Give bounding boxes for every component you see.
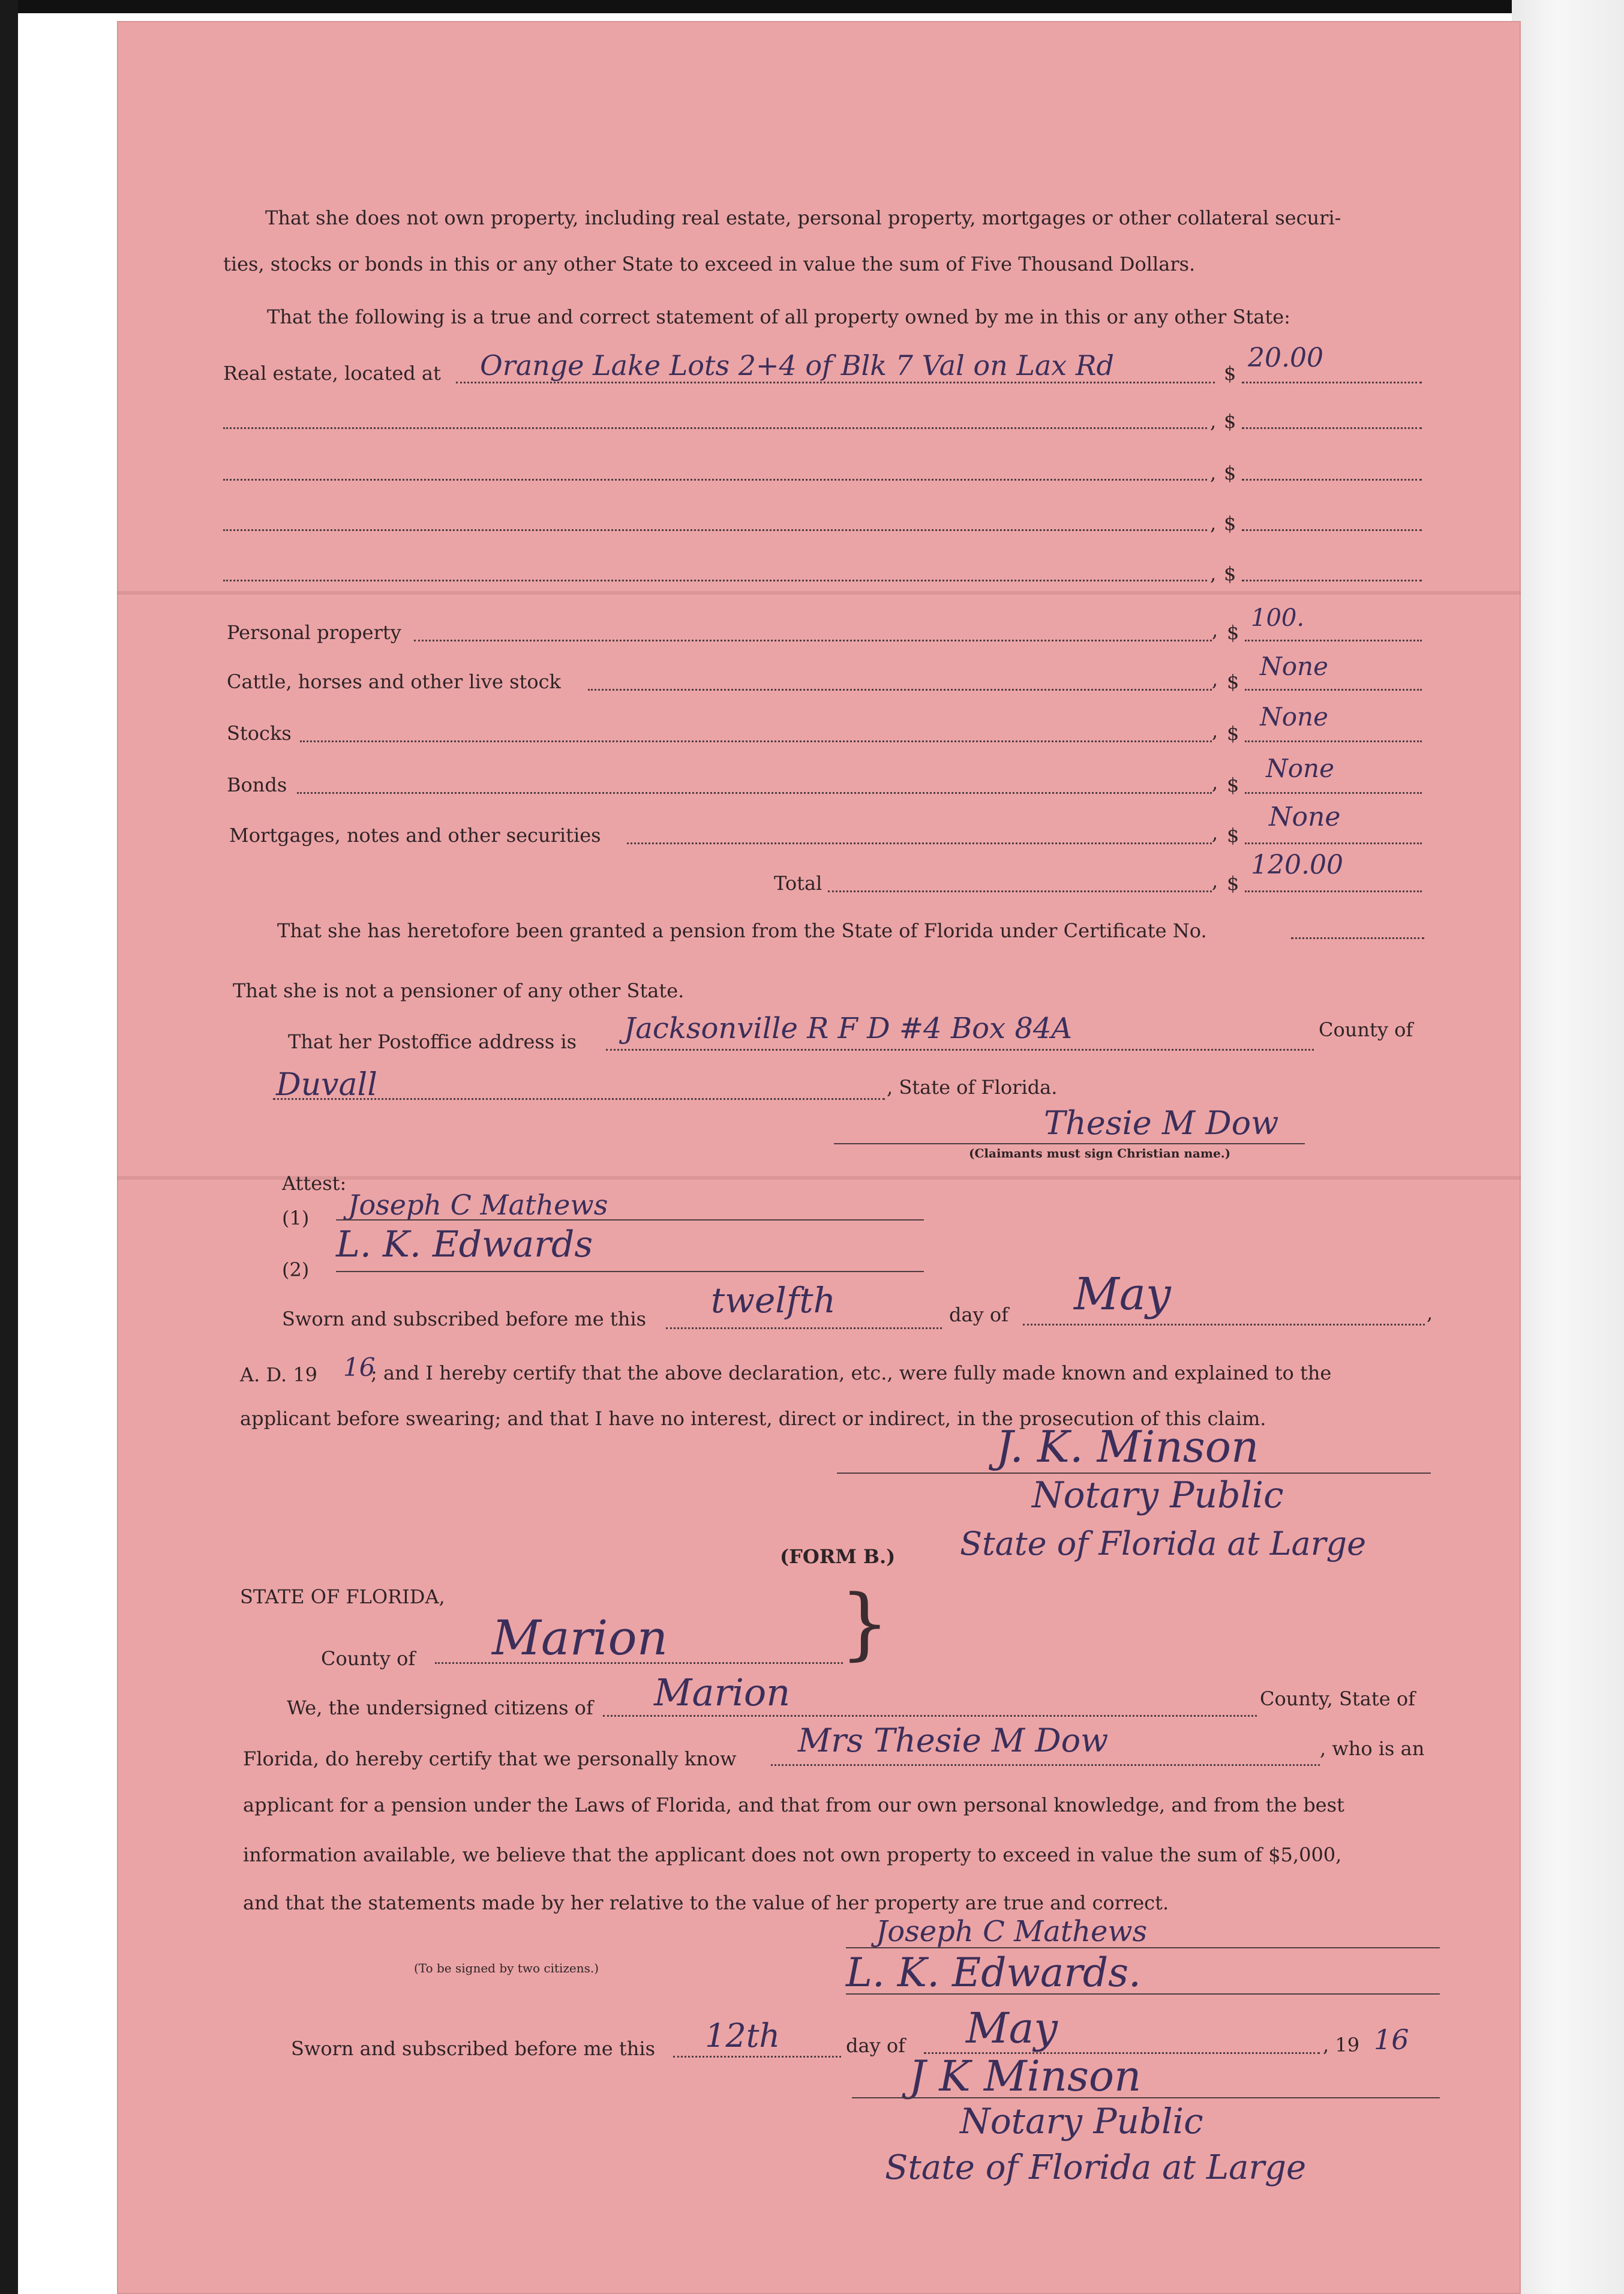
sworn2-year: 16 <box>1374 2023 1409 2056</box>
comma: , <box>1212 821 1218 844</box>
county-of-label: County of <box>1319 1018 1413 1041</box>
attest-number-2: (2) <box>282 1258 310 1281</box>
attest-number-1: (1) <box>282 1207 310 1230</box>
dotted-leader <box>297 792 1212 794</box>
value-line <box>1245 740 1422 742</box>
know-label: Florida, do hereby certify that we personally know <box>243 1747 737 1770</box>
day-of-label-2: day of <box>846 2034 905 2057</box>
notary-signature: J. K. Minson <box>996 1422 1259 1472</box>
attest-signature-1: Joseph C Mathews <box>348 1189 608 1221</box>
citizen-signature-2: L. K. Edwards. <box>846 1950 1141 1996</box>
sworn-month: May <box>1074 1269 1171 1320</box>
citizen-line-1 <box>846 1947 1440 1948</box>
stocks-value: None <box>1260 702 1328 731</box>
dollar-sign: $ <box>1224 512 1236 535</box>
value-line <box>1242 382 1422 383</box>
citizen-line-2 <box>846 1993 1440 1995</box>
paper-fold-line <box>117 591 1521 595</box>
value-line <box>1242 479 1422 481</box>
value-line <box>1242 580 1422 581</box>
citizens-of-value: Marion <box>654 1671 791 1714</box>
sworn-label-2: Sworn and subscribed before me this <box>291 2037 655 2060</box>
formb-county: Marion <box>492 1610 668 1666</box>
scan-left-border <box>0 0 18 2294</box>
formb-line: and that the statements made by her relative to the value of her property are true and correct. <box>243 1891 1169 1914</box>
notary-title-2: Notary Public <box>960 2101 1203 2142</box>
personal-property-label: Personal property <box>227 621 401 644</box>
dotted-leader <box>627 842 1212 844</box>
who-is-an: , who is an <box>1320 1737 1425 1760</box>
real-estate-line <box>456 382 1215 383</box>
not-pensioner-text: That she is not a pensioner of any other State. <box>233 979 685 1002</box>
value-line <box>1242 427 1422 429</box>
dollar-sign: $ <box>1224 461 1236 484</box>
comma: , <box>1210 512 1217 535</box>
bonds-label: Bonds <box>227 773 287 796</box>
real-estate-location: Orange Lake Lots 2+4 of Blk 7 Val on Lax Rd <box>480 349 1114 382</box>
state-of-florida-heading: STATE OF FLORIDA, <box>240 1585 445 1608</box>
certify-text: ; and I hereby certify that the above declaration, etc., were fully made known and explained to the <box>371 1362 1332 1384</box>
comma: , <box>1212 869 1218 892</box>
notary-signature-line <box>837 1473 1431 1474</box>
value-line <box>1245 640 1422 641</box>
cattle-value: None <box>1260 652 1328 681</box>
dollar-sign: $ <box>1227 722 1239 745</box>
dollar-sign: $ <box>1227 670 1239 693</box>
attest-label: Attest: <box>282 1172 347 1195</box>
month-line <box>1023 1324 1425 1326</box>
dotted-leader <box>414 640 1212 641</box>
comma: , <box>1212 771 1218 794</box>
cattle-label: Cattle, horses and other live stock <box>227 670 561 693</box>
applicant-name: Mrs Thesie M Dow <box>798 1722 1109 1759</box>
stocks-label: Stocks <box>227 722 292 745</box>
formb-line: applicant for a pension under the Laws of Florida, and that from our own personal knowledge, and from the best <box>243 1794 1344 1816</box>
postoffice-value: Jacksonville R F D #4 Box 84A <box>624 1012 1073 1045</box>
dotted-leader <box>828 890 1212 892</box>
value-line <box>1245 792 1422 794</box>
county-of-label: County of <box>321 1647 416 1670</box>
attest-line-1 <box>336 1219 924 1221</box>
paragraph-line: That she does not own property, including real estate, personal property, mortgages or other collateral securi- <box>265 206 1341 229</box>
notary-signature-2: J K Minson <box>909 2052 1142 2101</box>
blank-line <box>223 529 1207 531</box>
bonds-value: None <box>1266 754 1334 783</box>
dollar-sign: $ <box>1227 773 1239 796</box>
sworn-day: twelfth <box>711 1280 836 1321</box>
certificate-line <box>1291 937 1424 939</box>
attest-signature-2: L. K. Edwards <box>336 1224 593 1266</box>
notary-line-2 <box>852 2097 1440 2098</box>
real-estate-value: 20.00 <box>1248 343 1323 373</box>
comma: , <box>1427 1302 1433 1324</box>
state-of-florida-text: , State of Florida. <box>887 1076 1058 1099</box>
notary-state-2: State of Florida at Large <box>885 2148 1307 2187</box>
value-line <box>1245 890 1422 892</box>
paragraph-line: ties, stocks or bonds in this or any other State to exceed in value the sum of Five Thousand Dollars. <box>223 253 1196 275</box>
sworn2-day: 12th <box>705 2017 781 2055</box>
blank-line <box>223 427 1207 429</box>
total-label: Total <box>774 872 822 895</box>
dollar-sign: $ <box>1224 562 1236 585</box>
mortgages-label: Mortgages, notes and other securities <box>229 824 601 847</box>
year-prefix: A. D. 19 <box>240 1363 318 1386</box>
sworn-year: 16 <box>343 1353 376 1382</box>
day-line <box>673 2056 841 2058</box>
county-state-label: County, State of <box>1260 1687 1415 1710</box>
citizen-signature-1: Joseph C Mathews <box>876 1915 1148 1948</box>
signers-note: (To be signed by two citizens.) <box>414 1961 599 1975</box>
certify-text-2: applicant before swearing; and that I have no interest, direct or indirect, in the prosecution of this claim. <box>240 1407 1266 1430</box>
notary-state: State of Florida at Large <box>960 1525 1367 1563</box>
dollar-sign: $ <box>1227 824 1239 847</box>
value-line <box>1242 529 1422 531</box>
county-line <box>273 1098 885 1100</box>
claimant-signature-line <box>834 1143 1305 1144</box>
dotted-leader <box>588 689 1212 691</box>
citizens-line <box>603 1715 1257 1717</box>
comma: , <box>1210 410 1217 433</box>
value-line <box>1245 689 1422 691</box>
bracket: } <box>840 1578 890 1669</box>
day-of-label: day of <box>949 1303 1008 1326</box>
year-prefix-2: , 19 <box>1323 2034 1360 2056</box>
blank-line <box>223 479 1207 481</box>
attest-line-2 <box>336 1271 924 1272</box>
residence-county: Duvall <box>276 1067 377 1103</box>
sworn2-month: May <box>966 2004 1058 2053</box>
claimant-note: (Claimants must sign Christian name.) <box>969 1146 1231 1161</box>
claimant-signature: Thesie M Dow <box>1044 1104 1279 1142</box>
mortgages-value: None <box>1269 802 1341 832</box>
comma: , <box>1210 461 1217 484</box>
postoffice-line <box>606 1049 1314 1051</box>
sworn-label: Sworn and subscribed before me this <box>282 1308 646 1330</box>
plastic-sleeve <box>1512 0 1624 2294</box>
dollar-sign: $ <box>1224 362 1236 385</box>
county-line <box>435 1662 843 1664</box>
applicant-line <box>771 1764 1320 1766</box>
value-line <box>1245 842 1422 844</box>
real-estate-label: Real estate, located at <box>223 362 441 385</box>
scan-top-border <box>0 0 1624 13</box>
we-label: We, the undersigned citizens of <box>287 1696 593 1719</box>
pension-granted-text: That she has heretofore been granted a pension from the State of Florida under Certificate No. <box>277 919 1207 942</box>
dollar-sign: $ <box>1227 872 1239 895</box>
form-b-heading: (FORM B.) <box>780 1545 896 1568</box>
comma: , <box>1210 562 1217 585</box>
postoffice-label: That her Postoffice address is <box>288 1030 577 1053</box>
notary-title: Notary Public <box>1032 1474 1284 1516</box>
formb-line: information available, we believe that the applicant does not own property to exceed in value the sum of $5,000, <box>243 1843 1342 1866</box>
total-value: 120.00 <box>1251 850 1343 880</box>
paragraph-line: That the following is a true and correct statement of all property owned by me in this or any other State: <box>267 305 1290 328</box>
dotted-leader <box>300 740 1212 742</box>
comma: , <box>1212 719 1218 742</box>
comma: , <box>1212 668 1218 691</box>
blank-line <box>223 580 1207 581</box>
personal-property-value: 100. <box>1251 604 1305 632</box>
day-line <box>666 1327 942 1329</box>
comma: , <box>1212 619 1218 641</box>
dollar-sign: $ <box>1224 410 1236 433</box>
dollar-sign: $ <box>1227 621 1239 644</box>
